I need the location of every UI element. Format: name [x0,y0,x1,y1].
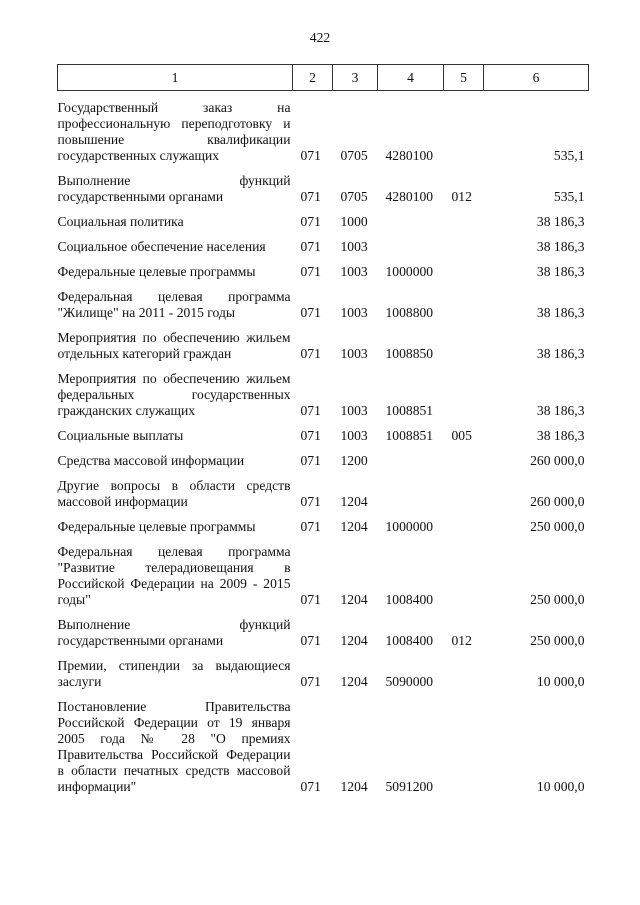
table-row [58,164,589,205]
expense-type [444,255,484,280]
expense-type [444,649,484,690]
table-row [58,91,589,165]
row-name: Социальные выплаты [57,428,184,443]
target-article: 1008400 [385,592,434,607]
table-row [58,280,589,321]
table-row [58,444,589,469]
section-code: 1204 [340,519,368,534]
ministry-code: 071 [300,428,321,443]
ministry-code: 071 [300,214,321,229]
section-code: 0705 [340,189,368,204]
target-article: 5091200 [385,779,434,794]
expense-type [444,230,484,255]
table-row [58,510,589,535]
target-article: 1008400 [385,633,434,648]
table-row [58,419,589,444]
ministry-code: 071 [300,674,321,689]
amount: 38 186,3 [536,214,585,229]
row-name: Выполнение функций государственными органами [57,617,291,648]
amount: 250 000,0 [530,592,585,607]
amount: 250 000,0 [530,519,585,534]
target-article: 1008851 [385,428,434,443]
section-code: 1204 [340,674,368,689]
table-row [58,535,589,608]
amount: 38 186,3 [536,239,585,254]
expense-type [444,205,484,230]
ministry-code: 071 [300,305,321,320]
section-code: 1200 [340,453,368,468]
table-row [58,205,589,230]
table-row [58,321,589,362]
row-name: Социальное обеспечение населения [57,239,266,254]
expense-type [444,444,484,469]
section-code: 1204 [340,779,368,794]
row-name: Федеральные целевые программы [57,519,256,534]
amount: 260 000,0 [530,494,585,509]
ministry-code: 071 [300,148,321,163]
expense-type [444,690,484,795]
row-name: Государственный заказ на профессиональную переподготовку и повышение квалификации государственных служащих [57,100,291,163]
expense-type [444,535,484,608]
section-code: 1003 [340,428,368,443]
section-code: 1204 [340,494,368,509]
ministry-code: 071 [300,453,321,468]
ministry-code: 071 [300,592,321,607]
row-name: Мероприятия по обеспечению жильем федеральных государственных гражданских служащих [57,371,291,418]
amount: 535,1 [553,189,585,204]
expense-type [444,510,484,535]
amount: 38 186,3 [536,403,585,418]
amount: 250 000,0 [530,633,585,648]
header-col-6: 6 [484,65,589,91]
header-col-3: 3 [333,65,378,91]
amount: 38 186,3 [536,428,585,443]
expense-type [444,469,484,510]
target-article: 5090000 [385,674,434,689]
table-row [58,255,589,280]
target-article: 1000000 [385,264,434,279]
expense-type [444,362,484,419]
target-article [378,205,444,230]
table-row [58,690,589,795]
row-name: Другие вопросы в области средств массовой информации [57,478,291,509]
table-row [58,649,589,690]
amount: 10 000,0 [536,779,585,794]
row-name: Федеральная целевая программа "Жилище" на 2011 - 2015 годы [57,289,291,320]
table-row [58,608,589,649]
ministry-code: 071 [300,519,321,534]
header-row [58,65,589,91]
page-number: 422 [309,30,331,45]
ministry-code: 071 [300,346,321,361]
budget-table [57,64,589,795]
expense-type: 005 [451,428,472,443]
section-code: 1000 [340,214,368,229]
ministry-code: 071 [300,779,321,794]
expense-type [444,321,484,362]
row-name: Федеральные целевые программы [57,264,256,279]
section-code: 1003 [340,305,368,320]
header-col-4: 4 [378,65,444,91]
row-name: Мероприятия по обеспечению жильем отдельных категорий граждан [57,330,291,361]
expense-type [444,280,484,321]
header-col-2: 2 [293,65,333,91]
section-code: 1204 [340,592,368,607]
row-name: Социальная политика [57,214,184,229]
ministry-code: 071 [300,403,321,418]
amount: 38 186,3 [536,264,585,279]
amount: 10 000,0 [536,674,585,689]
target-article [378,469,444,510]
header-col-1: 1 [58,65,293,91]
section-code: 1003 [340,239,368,254]
target-article: 1008800 [385,305,434,320]
table-row [58,362,589,419]
ministry-code: 071 [300,494,321,509]
amount: 38 186,3 [536,305,585,320]
ministry-code: 071 [300,264,321,279]
target-article [378,230,444,255]
target-article [378,444,444,469]
ministry-code: 071 [300,239,321,254]
table-row [58,230,589,255]
row-name: Постановление Правительства Российской Федерации от 19 января 2005 года № 28 "О премиях Правительства Российской Федерации в области печатных средств массовой информации" [57,699,291,794]
section-code: 1003 [340,346,368,361]
ministry-code: 071 [300,633,321,648]
expense-type: 012 [451,633,472,648]
target-article: 1008851 [385,403,434,418]
expense-type: 012 [451,189,472,204]
section-code: 1003 [340,403,368,418]
amount: 38 186,3 [536,346,585,361]
amount: 535,1 [553,148,585,163]
target-article: 1008850 [385,346,434,361]
row-name: Премии, стипендии за выдающиеся заслуги [57,658,291,689]
header-col-5: 5 [444,65,484,91]
ministry-code: 071 [300,189,321,204]
section-code: 1003 [340,264,368,279]
section-code: 1204 [340,633,368,648]
target-article: 4280100 [385,189,434,204]
target-article: 1000000 [385,519,434,534]
target-article: 4280100 [385,148,434,163]
row-name: Выполнение функций государственными органами [57,173,291,204]
row-name: Федеральная целевая программа "Развитие телерадиовещания в Российской Федерации на 2009 - 2015 годы" [57,544,291,607]
amount: 260 000,0 [530,453,585,468]
row-name: Средства массовой информации [57,453,245,468]
expense-type [444,91,484,165]
section-code: 0705 [340,148,368,163]
table-row [58,469,589,510]
